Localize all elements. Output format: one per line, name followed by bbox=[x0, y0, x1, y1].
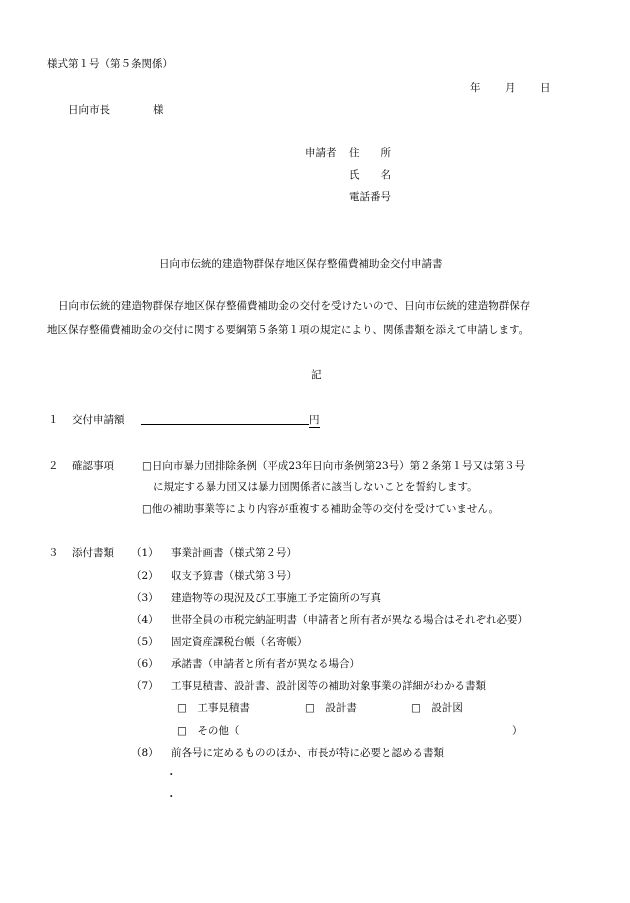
doc-5-text: 固定資産課税台帳（名寄帳） bbox=[171, 636, 308, 648]
item1-label: 交付申請額 bbox=[72, 414, 125, 426]
body-line-2: 地区保存整備費補助金の交付に関する要綱第５条第１項の規定により、関係書類を添えて申請します。 bbox=[47, 324, 530, 336]
checkbox-design-doc[interactable]: □ 設計書 bbox=[305, 702, 357, 714]
doc-4-number: （4） bbox=[131, 614, 159, 626]
doc-6-text: 承諾書（申請者と所有者が異なる場合） bbox=[171, 658, 360, 670]
doc-8-text: 前各号に定めるもののほか、市長が特に必要と認める書類 bbox=[171, 747, 444, 759]
bullet-1: ・ bbox=[166, 769, 177, 781]
addressee-name: 日向市長 bbox=[68, 104, 110, 116]
document-title: 日向市伝統的建造物群保存地区保存整備費補助金交付申請書 bbox=[159, 258, 443, 270]
item2-label: 確認事項 bbox=[72, 460, 114, 472]
bullet-2: ・ bbox=[166, 791, 177, 803]
doc-1-number: （1） bbox=[131, 547, 159, 559]
doc-3-text: 建造物等の現況及び工事施工予定箇所の写真 bbox=[171, 592, 381, 604]
date-year: 年 bbox=[470, 82, 481, 94]
applicant-name-label: 氏 名 bbox=[349, 169, 391, 181]
doc-1-text: 事業計画書（様式第２号） bbox=[171, 547, 297, 559]
applicant-label: 申請者 bbox=[305, 147, 337, 159]
checkbox-design-drawing[interactable]: □ 設計図 bbox=[411, 702, 463, 714]
item1-number: １ bbox=[48, 414, 59, 426]
doc-3-number: （3） bbox=[131, 592, 159, 604]
confirm-item-1-line-1: □日向市暴力団排除条例（平成23年日向市条例第23号）第２条第１号又は第３号 bbox=[142, 460, 526, 472]
doc-2-text: 収支予算書（様式第３号） bbox=[171, 570, 297, 582]
form-number: 様式第１号（第５条関係） bbox=[47, 58, 173, 70]
doc-6-number: （6） bbox=[131, 658, 159, 670]
doc-2-number: （2） bbox=[131, 570, 159, 582]
item3-label: 添付書類 bbox=[72, 547, 114, 559]
confirm-item-2: □他の補助事業等により内容が重複する補助金等の交付を受けていません。 bbox=[142, 503, 500, 515]
date-month: 月 bbox=[505, 82, 516, 94]
item3-number: ３ bbox=[48, 547, 59, 559]
checkbox-other[interactable]: □ その他（ bbox=[177, 725, 240, 737]
confirm-item-1-line-2: に規定する暴力団又は暴力団関係者に該当しないことを誓約します。 bbox=[153, 481, 478, 493]
doc-4-text: 世帯全員の市税完納証明書（申請者と所有者が異なる場合はそれぞれ必要） bbox=[171, 614, 528, 626]
doc-7-number: （7） bbox=[131, 680, 159, 692]
date-day: 日 bbox=[540, 82, 551, 94]
checkbox-estimate[interactable]: □ 工事見積書 bbox=[177, 702, 250, 714]
addressee-honorific: 様 bbox=[153, 104, 164, 116]
item2-number: ２ bbox=[48, 460, 59, 472]
doc-5-number: （5） bbox=[131, 636, 159, 648]
applicant-address-label: 住 所 bbox=[349, 147, 391, 159]
other-close-paren: ） bbox=[512, 725, 523, 737]
applicant-phone-label: 電話番号 bbox=[349, 191, 391, 203]
doc-7-text: 工事見積書、設計書、設計図等の補助対象事業の詳細がわかる書類 bbox=[171, 680, 486, 692]
doc-8-number: （8） bbox=[131, 747, 159, 759]
body-line-1: 日向市伝統的建造物群保存地区保存整備費補助金の交付を受けたいので、日向市伝統的建造物群保存 bbox=[58, 300, 531, 312]
amount-underline bbox=[141, 424, 309, 425]
ki-heading: 記 bbox=[311, 369, 322, 381]
amount-unit: 円 bbox=[309, 414, 320, 426]
